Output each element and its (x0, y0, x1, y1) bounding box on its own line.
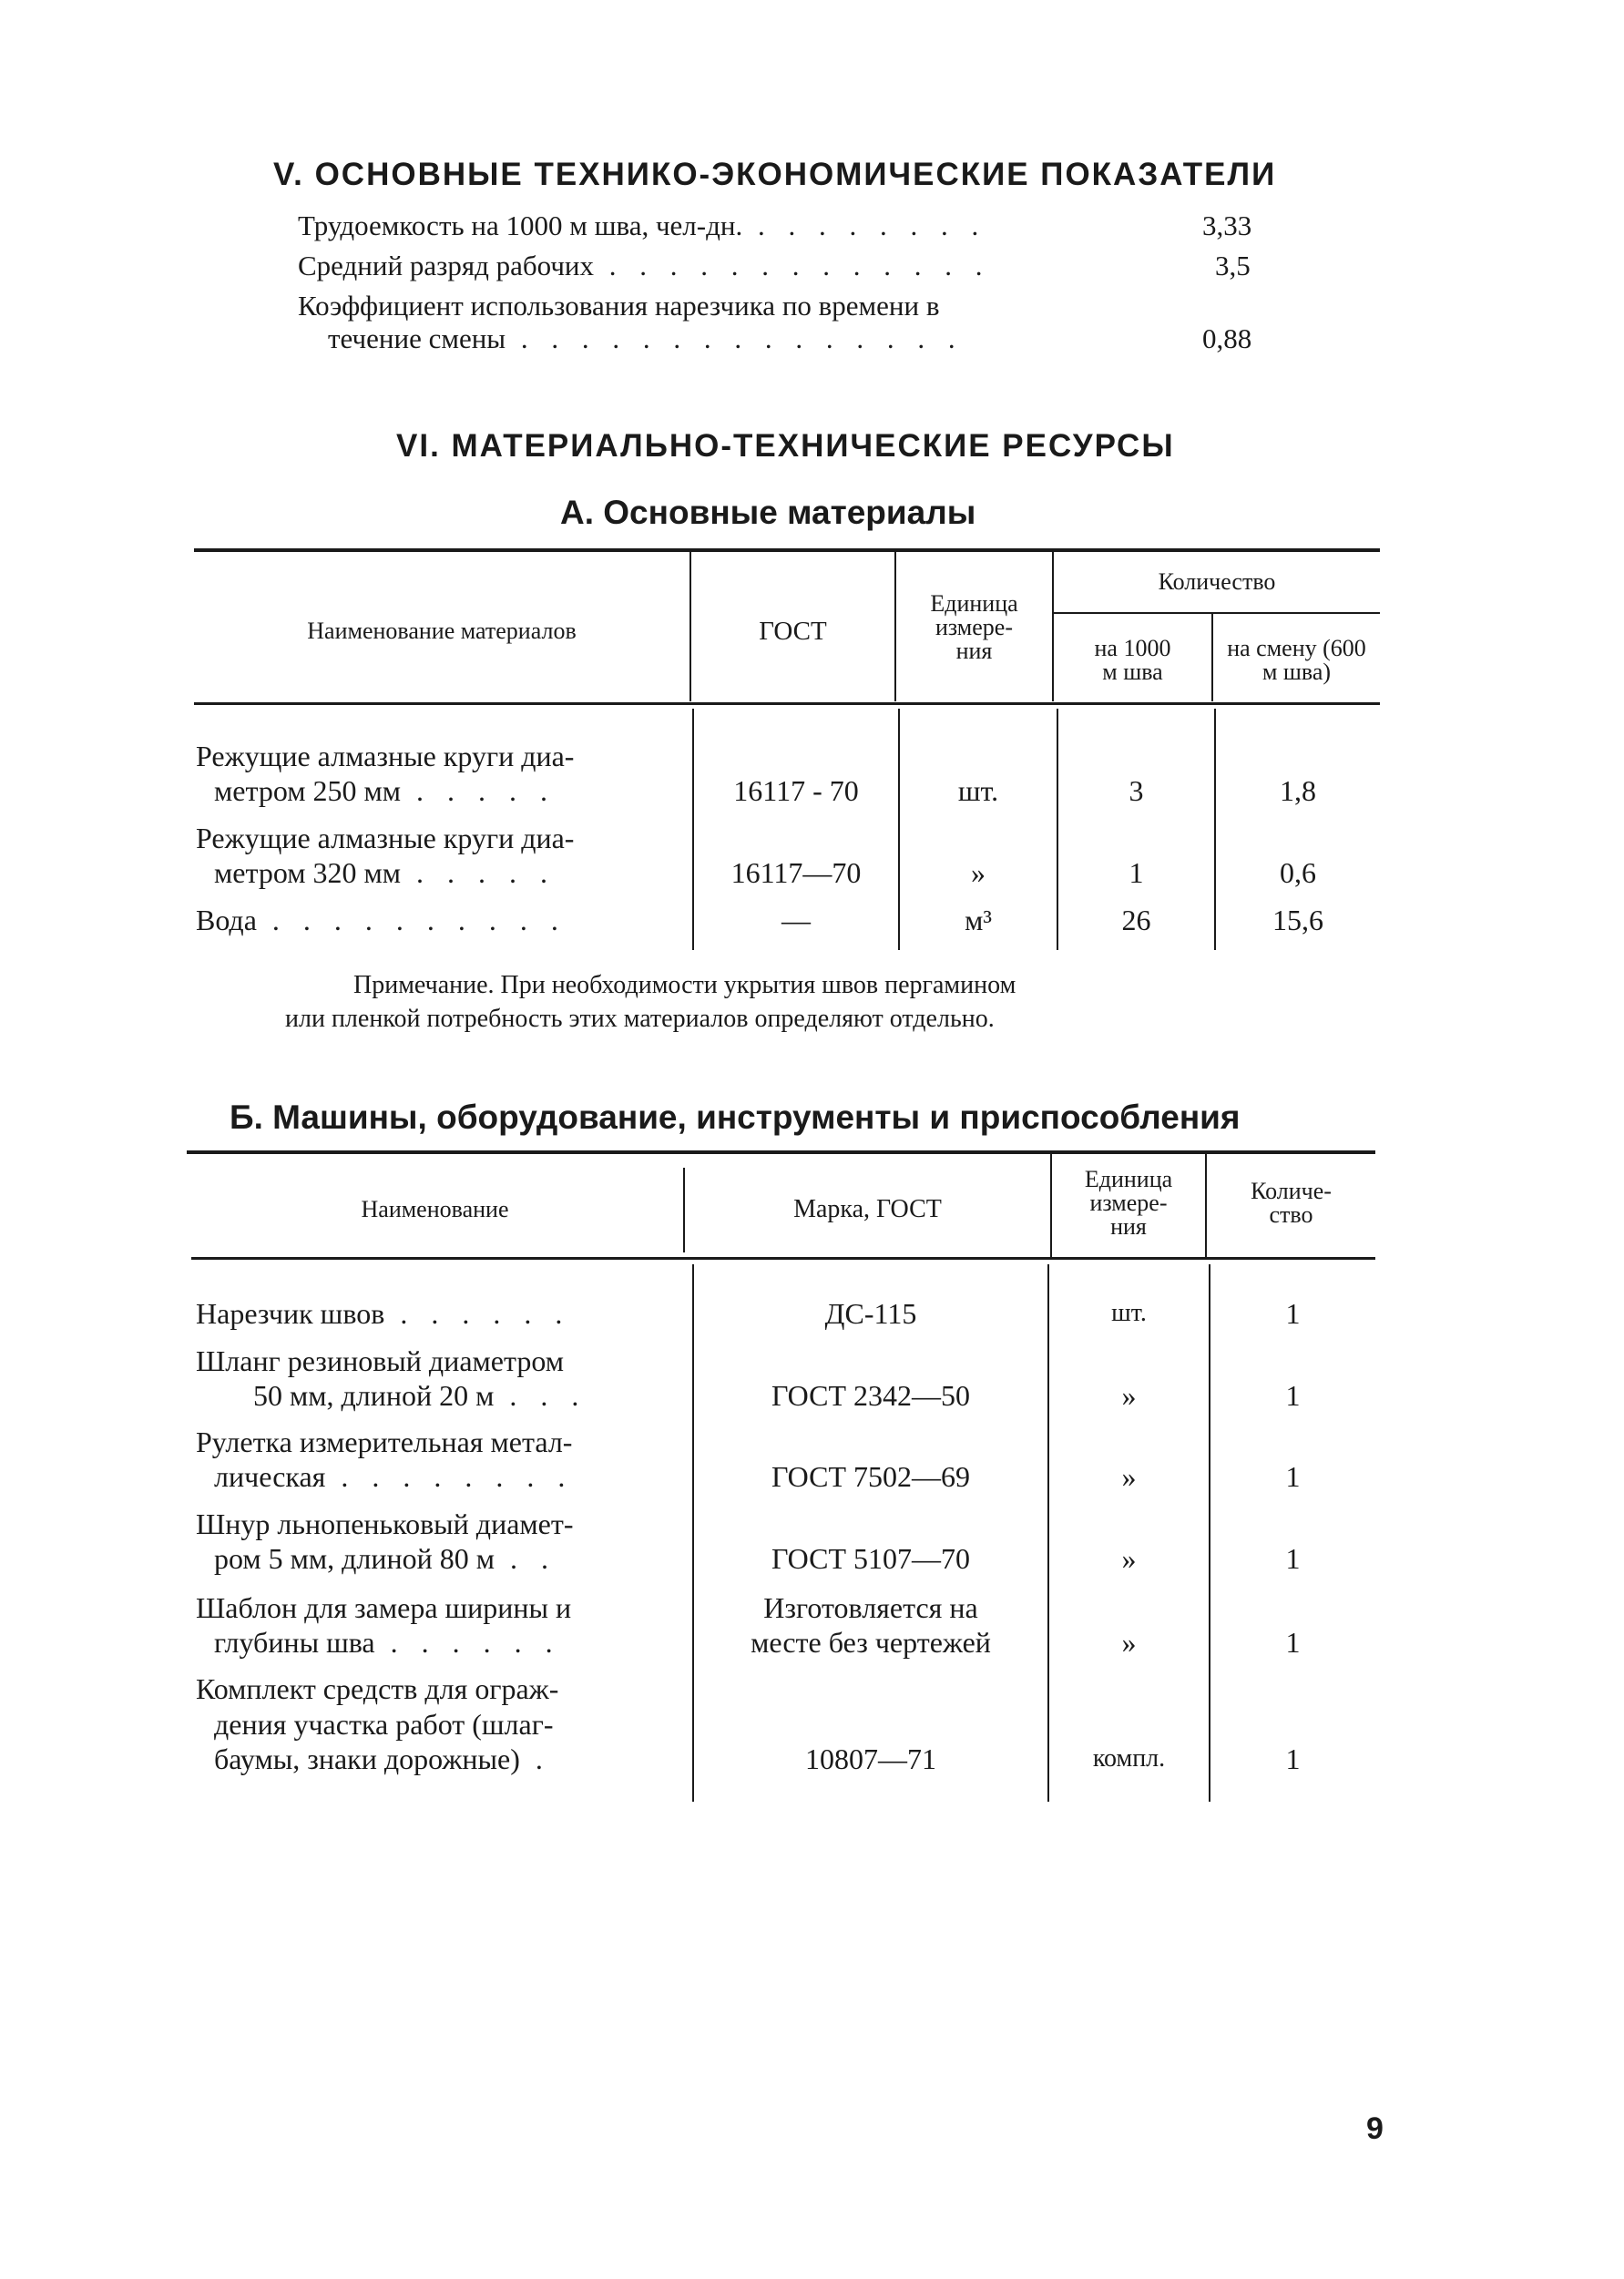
section-6-title: VI. МАТЕРИАЛЬНО-ТЕХНИЧЕСКИЕ РЕСУРСЫ (396, 428, 1175, 464)
indicator-label: Средний разряд рабочих (298, 250, 595, 281)
machine-unit: » (1121, 1626, 1137, 1659)
material-per-1000: 3 (1129, 774, 1144, 807)
machine-name: Комплект средств для ограж- (196, 1672, 559, 1705)
machine-unit: » (1121, 1542, 1137, 1575)
indicator-row (328, 322, 964, 355)
material-name-cont: метром 250 мм . . . . . (214, 774, 556, 807)
material-gost: 16117—70 (730, 856, 862, 889)
machine-qty: 1 (1285, 1460, 1301, 1493)
materials-note: Примечание. При необходимости укрытия швов пергамином (353, 971, 1016, 999)
material-name: Режущие алмазные круги диа- (196, 740, 575, 772)
material-per-1000: 1 (1129, 856, 1144, 889)
machine-name-cont: 50 мм, длиной 20 м . . . (253, 1379, 587, 1412)
material-per-1000: 26 (1121, 904, 1151, 936)
material-name-cont: метром 320 мм . . . . . (214, 856, 556, 889)
header-per-1000m: на 1000 м шва (1094, 635, 1171, 685)
indicator-value: 0,88 (1202, 322, 1252, 354)
material-gost: 16117 - 70 (733, 774, 859, 807)
leader-dots: . . . . . . . . (742, 210, 987, 241)
quantity-subheader-rule (1052, 612, 1380, 614)
machine-brand: ДС-115 (824, 1297, 917, 1330)
indicator-row (298, 210, 986, 242)
machine-name-cont: ром 5 мм, длиной 80 м . . (214, 1542, 557, 1575)
header-brand-gost: Марка, ГОСТ (793, 1195, 942, 1223)
material-name: Режущие алмазные круги диа- (196, 822, 575, 854)
machine-name-cont: глубины шва . . . . . . (214, 1626, 561, 1659)
machine-name-cont: лическая . . . . . . . . (214, 1460, 574, 1493)
material-unit: м³ (965, 904, 992, 936)
machine-brand: ГОСТ 5107—70 (771, 1542, 971, 1575)
machine-brand: Изготовляется на (763, 1591, 978, 1624)
section-5-title: V. ОСНОВНЫЕ ТЕХНИКО-ЭКОНОМИЧЕСКИЕ ПОКАЗАТЕЛИ (273, 157, 1277, 192)
machine-qty: 1 (1285, 1626, 1301, 1659)
material-per-shift: 0,6 (1280, 856, 1316, 889)
page-number: 9 (1366, 2111, 1384, 2146)
header-quantity: Количе- ство (1251, 1178, 1332, 1228)
machine-unit: » (1121, 1379, 1137, 1412)
machine-unit: компл. (1092, 1744, 1166, 1773)
leader-dots: . . . . . . . . . . . . . . . (506, 322, 964, 354)
column-divider (1209, 1264, 1210, 1802)
machine-name: Шаблон для замера ширины и (196, 1591, 572, 1624)
material-name: Вода . . . . . . . . . . (196, 904, 567, 936)
header-bottom-rule (194, 702, 1380, 705)
machine-name: Шнур льнопеньковый диамет- (196, 1507, 574, 1540)
machine-unit: шт. (1111, 1299, 1147, 1327)
machine-brand: 10807—71 (805, 1742, 936, 1775)
material-gost: — (781, 904, 811, 936)
table-top-rule (194, 548, 1380, 552)
machine-name-cont: дения участка работ (шлаг- (214, 1708, 554, 1741)
machine-qty: 1 (1285, 1297, 1301, 1330)
indicator-label-cont: течение смены (328, 322, 506, 354)
materials-title: А. Основные материалы (560, 494, 976, 531)
machine-qty: 1 (1285, 1379, 1301, 1412)
material-per-shift: 1,8 (1280, 774, 1316, 807)
column-divider (1047, 1264, 1049, 1802)
machine-qty: 1 (1285, 1742, 1301, 1775)
machine-brand: ГОСТ 2342—50 (771, 1379, 971, 1412)
machine-unit: » (1121, 1460, 1137, 1493)
machine-name: Рулетка измерительная метал- (196, 1426, 573, 1458)
materials-note-cont: или пленкой потребность этих материалов определяют отдельно. (285, 1005, 995, 1033)
machine-name-cont: баумы, знаки дорожные) . (214, 1742, 551, 1775)
table-top-rule (187, 1150, 1375, 1154)
indicator-label: Трудоемкость на 1000 м шва, чел-дн. (298, 210, 743, 241)
indicator-value: 3,33 (1202, 210, 1252, 241)
indicator-label: Коэффициент использования нарезчика по времени в (298, 290, 940, 322)
header-unit: Единица измере- ния (1084, 1166, 1173, 1240)
indicator-value: 3,5 (1215, 250, 1251, 281)
column-divider (692, 1264, 694, 1802)
machine-name: Нарезчик швов . . . . . . (196, 1297, 571, 1330)
header-name: Наименование (361, 1196, 509, 1222)
machine-name: Шланг резиновый диаметром (196, 1344, 564, 1377)
header-material-name: Наименование материалов (307, 618, 577, 644)
header-unit: Единица измере- ния (930, 590, 1018, 664)
machines-title: Б. Машины, оборудование, инструменты и приспособления (230, 1099, 1241, 1136)
header-gost: ГОСТ (759, 617, 827, 646)
machine-qty: 1 (1285, 1542, 1301, 1575)
material-unit: » (971, 856, 986, 889)
leader-dots: . . . . . . . . . . . . . (594, 250, 991, 281)
machine-brand: ГОСТ 7502—69 (771, 1460, 971, 1493)
indicator-row (298, 250, 991, 282)
machine-brand-cont: месте без чертежей (751, 1626, 991, 1659)
header-bottom-rule (191, 1257, 1375, 1260)
material-per-shift: 15,6 (1272, 904, 1323, 936)
header-per-shift: на смену (600 м шва) (1227, 635, 1366, 685)
header-quantity: Количество (1158, 568, 1276, 595)
material-unit: шт. (957, 774, 999, 807)
